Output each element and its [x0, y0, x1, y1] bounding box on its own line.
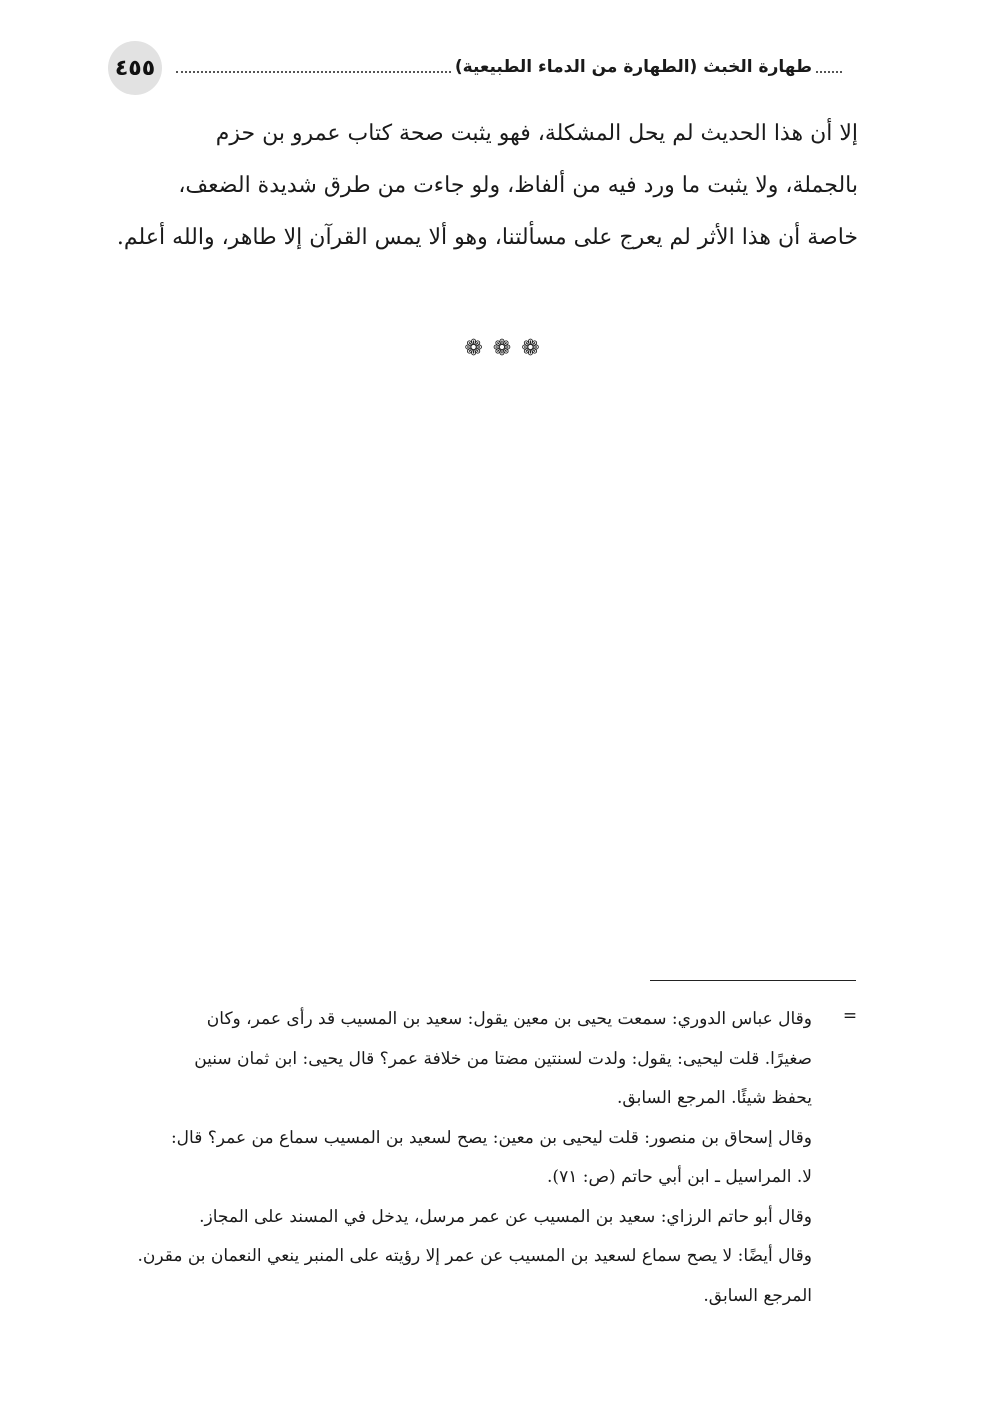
running-title: طهارة الخبث (الطهارة من الدماء الطبيعية): [454, 57, 812, 77]
running-header: [176, 50, 842, 84]
page-number: ٤٥٥: [108, 41, 162, 95]
flower-ornament-icon: ❁: [492, 335, 512, 361]
footnotes: [116, 1000, 812, 1316]
paragraph-line: خاصة أن هذا الأثر لم يعرج على مسألتنا، وهو ألا يمس القرآن إلا طاهر، والله أعلم.: [116, 225, 858, 250]
header-leader-dots: [176, 71, 451, 73]
section-separator: [402, 330, 602, 366]
footnote-rule: [650, 980, 856, 981]
header-leader-dots: [816, 71, 842, 73]
footnote-line: صغيرًا. قلت ليحيى: يقول: ولدت لسنتين مضتا من خلافة عمر؟ قال يحيى: ابن ثمان سنين: [194, 1048, 812, 1069]
main-paragraph: [118, 108, 858, 264]
paragraph-line: إلا أن هذا الحديث لم يحل المشكلة، فهو يثبت صحة كتاب عمرو بن حزم: [215, 121, 858, 146]
footnote-line: وقال أبو حاتم الرزاي: سعيد بن المسيب عن عمر مرسل، يدخل في المسند على المجاز.: [199, 1206, 812, 1227]
footnote-line: المرجع السابق.: [703, 1285, 812, 1306]
paragraph-line: بالجملة، ولا يثبت ما ورد فيه من ألفاظ، ولو جاءت من طرق شديدة الضعف،: [178, 173, 858, 198]
footnote-line: وقال عباس الدوري: سمعت يحيى بن معين يقول: سعيد بن المسيب قد رأى عمر، وكان: [206, 1009, 812, 1029]
footnote-line: لا. المراسيل ـ ابن أبي حاتم (ص: ٧١).: [547, 1167, 812, 1187]
footnote-line: وقال إسحاق بن منصور: قلت ليحيى بن معين: يصح لسعيد بن المسيب سماع من عمر؟ قال:: [170, 1127, 812, 1148]
footnote-line: يحفظ شيئًا. المرجع السابق.: [617, 1088, 812, 1108]
flower-ornament-icon: ❁: [521, 335, 540, 361]
flower-ornament-icon: ❁: [464, 335, 483, 361]
footnote-continuation-mark: =: [842, 1006, 858, 1026]
footnote-line: وقال أيضًا: لا يصح سماع لسعيد بن المسيب عن عمر إلا رؤيته على المنبر ينعي النعمان بن مقرن.: [137, 1246, 812, 1266]
